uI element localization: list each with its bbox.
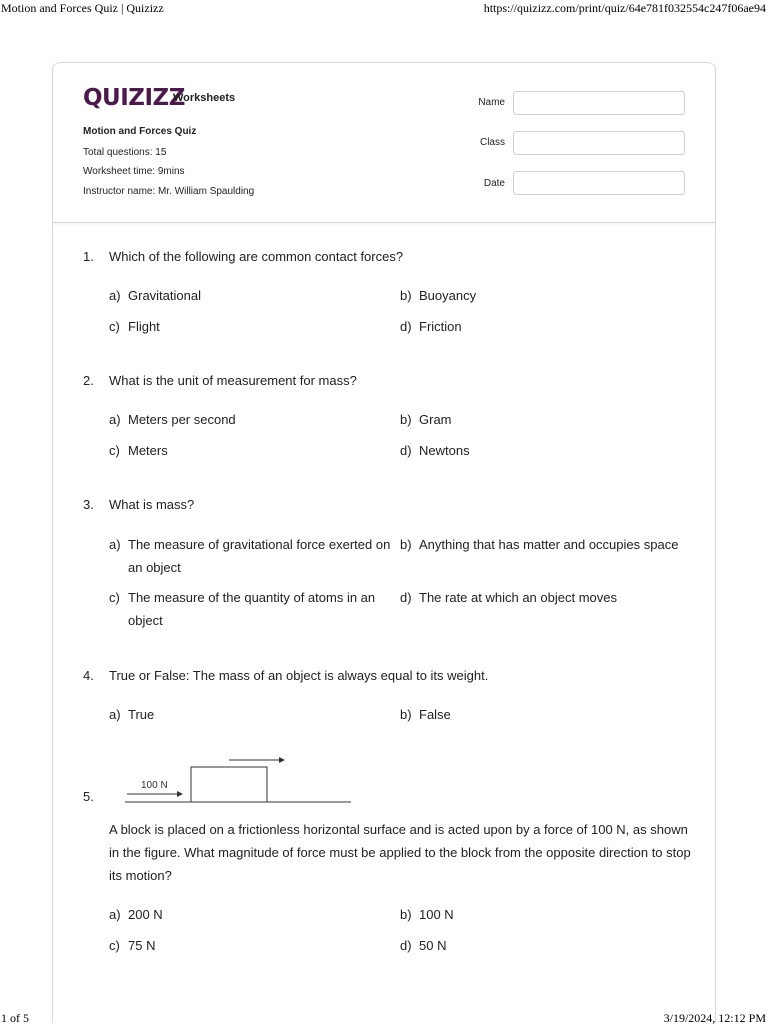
option-text: True xyxy=(128,707,155,722)
option-1a xyxy=(109,284,201,307)
motion-arrowhead-icon xyxy=(279,757,285,763)
total-questions: Total questions: 15 xyxy=(83,147,167,158)
option-letter: c) xyxy=(109,938,120,953)
option-text: 200 N xyxy=(128,907,163,922)
class-field[interactable] xyxy=(513,131,685,155)
question-5-number: 5. xyxy=(83,789,94,804)
option-letter: b) xyxy=(400,537,412,552)
option-2d xyxy=(400,439,470,462)
option-letter: a) xyxy=(109,907,121,922)
option-letter: a) xyxy=(109,288,121,303)
option-text: Meters xyxy=(128,443,168,458)
question-1-text: Which of the following are common contact forces? xyxy=(109,249,404,264)
option-text: Gravitational xyxy=(128,288,201,303)
option-5b xyxy=(400,903,454,926)
name-label: Name xyxy=(478,97,505,108)
worksheet-time: Worksheet time: 9mins xyxy=(83,166,185,177)
option-text: The measure of gravitational force exerted on an object xyxy=(128,537,391,575)
question-3-number: 3. xyxy=(83,497,94,512)
question-2-number: 2. xyxy=(83,373,94,388)
option-text: Friction xyxy=(419,319,462,334)
question-2-text: What is the unit of measurement for mass? xyxy=(109,373,357,388)
option-2a xyxy=(109,408,236,431)
option-letter: a) xyxy=(109,412,121,427)
option-3a xyxy=(109,533,395,579)
force-diagram xyxy=(125,751,355,803)
option-letter: d) xyxy=(400,319,412,334)
option-letter: b) xyxy=(400,288,412,303)
worksheet xyxy=(52,62,716,1023)
option-3d xyxy=(400,586,617,609)
option-1d xyxy=(400,315,462,338)
page-count: 1 of 5 xyxy=(1,1011,29,1025)
date-label: Date xyxy=(483,178,505,189)
option-2b xyxy=(400,408,452,431)
option-text: False xyxy=(419,707,451,722)
name-field[interactable] xyxy=(513,91,685,115)
option-text: Newtons xyxy=(419,443,470,458)
instructor-name: Instructor name: Mr. William Spaulding xyxy=(83,186,255,197)
option-3b xyxy=(400,533,678,556)
block xyxy=(191,767,267,802)
option-2c xyxy=(109,439,168,462)
option-letter: b) xyxy=(400,907,412,922)
option-1b xyxy=(400,284,476,307)
option-letter: b) xyxy=(400,412,412,427)
option-letter: d) xyxy=(400,443,412,458)
option-1c xyxy=(109,315,160,338)
option-letter: c) xyxy=(109,590,120,605)
page-url: https://quizizz.com/print/quiz/64e781f032554c247f06ae94 xyxy=(483,1,766,15)
option-text: 100 N xyxy=(419,907,454,922)
quiz-title: Motion and Forces Quiz xyxy=(83,126,197,137)
class-label: Class xyxy=(479,137,505,148)
question-4-text: True or False: The mass of an object is always equal to its weight. xyxy=(109,668,489,683)
option-letter: d) xyxy=(400,590,412,605)
print-header xyxy=(0,0,768,16)
worksheet-header xyxy=(53,63,715,223)
option-letter: b) xyxy=(400,707,412,722)
option-text: Buoyancy xyxy=(419,288,477,303)
page-title: Motion and Forces Quiz | Quizizz xyxy=(1,1,164,15)
option-text: 50 N xyxy=(419,938,447,953)
option-letter: d) xyxy=(400,938,412,953)
option-text: The measure of the quantity of atoms in an object xyxy=(128,590,376,628)
option-letter: a) xyxy=(109,537,121,552)
question-4-number: 4. xyxy=(83,668,94,683)
option-3c xyxy=(109,586,395,632)
option-letter: c) xyxy=(109,319,120,334)
force-label: 100 N xyxy=(141,780,168,791)
option-5c xyxy=(109,934,155,957)
option-text: Anything that has matter and occupies space xyxy=(419,537,679,552)
option-4b xyxy=(400,703,451,726)
question-3-text: What is mass? xyxy=(109,497,195,512)
print-datetime: 3/19/2024, 12:12 PM xyxy=(663,1011,766,1025)
option-4a xyxy=(109,703,154,726)
option-text: 75 N xyxy=(128,938,156,953)
question-5-text: A block is placed on a frictionless horizontal surface and is acted upon by a force of 100 N, as shown in the figure. What magnitude of force must be applied to the block from the opposite direction to stop its motion? xyxy=(109,822,691,883)
logo-subtitle: Worksheets xyxy=(173,92,236,104)
option-text: Flight xyxy=(128,319,160,334)
quizizz-logo: QUIZIZZ xyxy=(83,85,185,111)
option-text: Meters per second xyxy=(128,412,236,427)
option-letter: a) xyxy=(109,707,121,722)
option-text: Gram xyxy=(419,412,452,427)
date-field[interactable] xyxy=(513,171,685,195)
option-letter: c) xyxy=(109,443,120,458)
applied-force-arrowhead-icon xyxy=(177,791,183,797)
question-1-number: 1. xyxy=(83,249,94,264)
option-text: The rate at which an object moves xyxy=(419,590,617,605)
option-5d xyxy=(400,934,446,957)
option-5a xyxy=(109,903,163,926)
